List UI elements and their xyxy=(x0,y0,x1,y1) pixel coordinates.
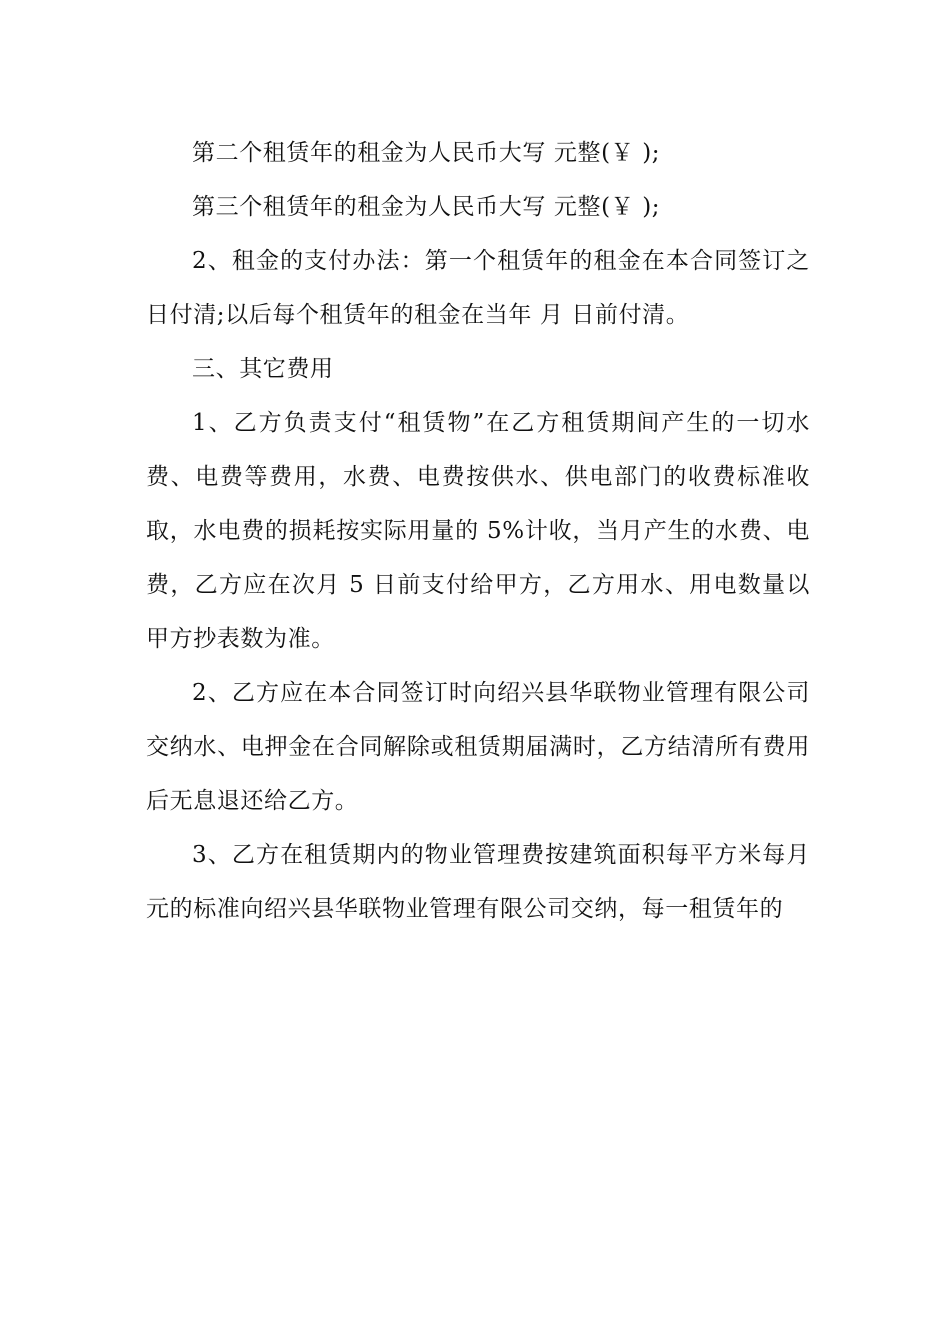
paragraph-rent-third-year: 第三个租赁年的租金为人民币大写 元整(￥ ); xyxy=(192,194,661,220)
paragraph-utility-fees: 1、乙方负责支付“租赁物”在乙方租赁期间产生的一切水费、电费等费用，水费、电费按供水、供电部门的收费标准收取，水电费的损耗按实际用量的 5%计收，当月产生的水费、电费，乙方应在次月 5 日前支付给甲方，乙方用水、用电数量以甲方抄表数为准。 xyxy=(146,410,810,652)
paragraph-payment-method: 2、租金的支付办法：第一个租赁年的租金在本合同签订之日付清;以后每个租赁年的租金在当年 月 日前付清。 xyxy=(146,248,810,328)
paragraph-deposit: 2、乙方应在本合同签订时向绍兴县华联物业管理有限公司交纳水、电押金在合同解除或租赁期届满时，乙方结清所有费用后无息退还给乙方。 xyxy=(146,680,810,814)
document-body xyxy=(146,126,810,936)
paragraph-rent-second-year: 第二个租赁年的租金为人民币大写 元整(￥ ); xyxy=(192,140,661,166)
paragraph-property-management-fee: 3、乙方在租赁期内的物业管理费按建筑面积每平方米每月元的标准向绍兴县华联物业管理有限公司交纳，每一租赁年的 xyxy=(146,842,810,922)
section-heading-other-fees: 三、其它费用 xyxy=(192,356,334,382)
